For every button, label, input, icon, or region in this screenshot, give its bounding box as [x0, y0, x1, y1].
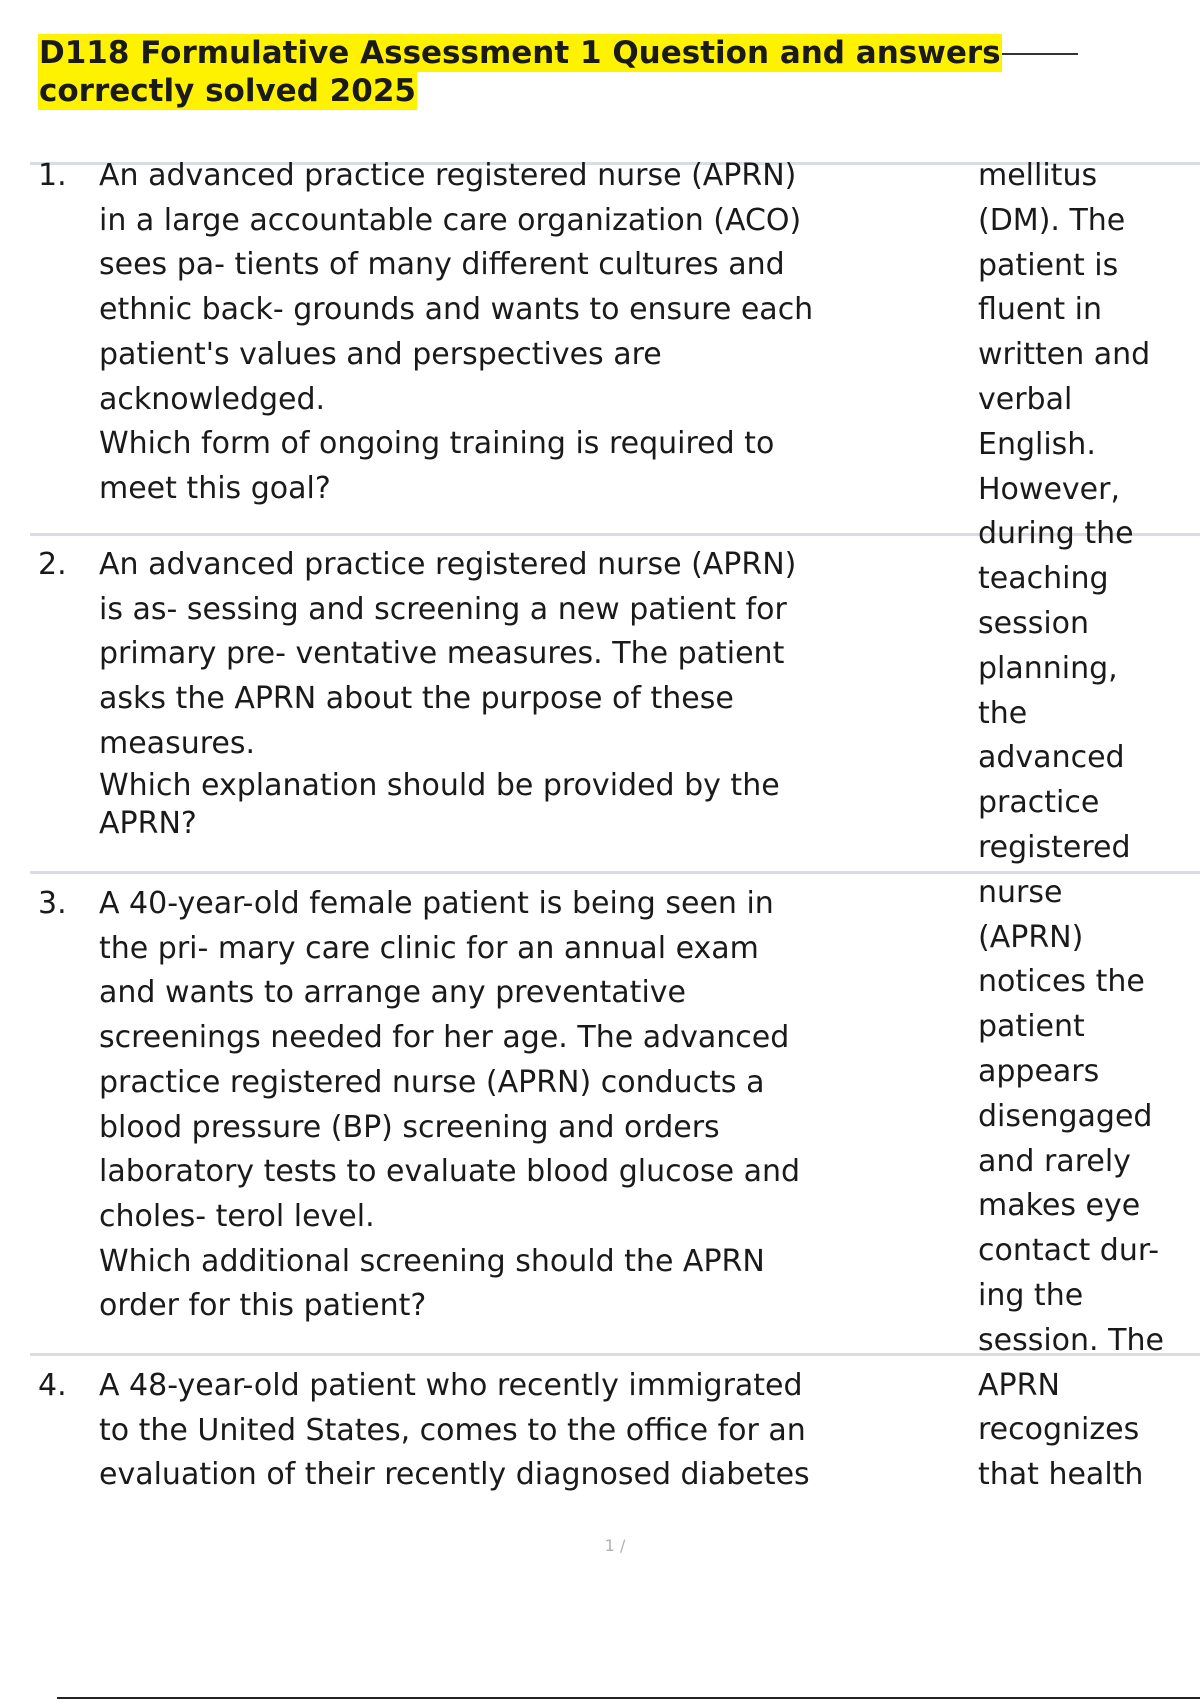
continuation-line: and rarely — [978, 1143, 1131, 1179]
continuation-line: teaching — [978, 561, 1109, 597]
continuation-line: session. The — [978, 1322, 1164, 1358]
question-number: 4. — [38, 1368, 67, 1403]
page-number: 1 / — [604, 1536, 626, 1555]
question-line: APRN? — [99, 805, 197, 841]
title-text-2: correctly solved 2025 — [39, 73, 416, 109]
title-rule — [1002, 53, 1078, 55]
continuation-line: (DM). The — [978, 202, 1126, 238]
question-line: acknowledged. — [99, 381, 326, 417]
question-line: meet this goal? — [99, 470, 331, 506]
question-line: patient's values and perspectives are — [99, 336, 662, 372]
question-line: screenings needed for her age. The advanced — [99, 1020, 790, 1056]
question-text — [99, 1364, 918, 1498]
continuation-line: nurse — [978, 874, 1063, 910]
question-number: 1. — [38, 158, 67, 193]
continuation-line: advanced — [978, 740, 1125, 776]
continuation-line: notices the — [978, 964, 1145, 1000]
continuation-line: that health — [978, 1457, 1144, 1493]
question-line: sees pa- tients of many different cultures and — [99, 247, 785, 283]
document-title — [38, 34, 1138, 110]
continuation-line: contact dur- — [978, 1233, 1160, 1269]
continuation-line: APRN — [978, 1367, 1060, 1403]
question-line: Which form of ongoing training is required to — [99, 426, 775, 462]
title-line-2 — [38, 72, 1138, 110]
continuation-line: mellitus — [978, 158, 1098, 193]
title-line-1 — [38, 34, 1138, 72]
title-text-1: D118 Formulative Assessment 1 Question and answers — [39, 35, 1001, 71]
question-line: evaluation of their recently diagnosed diabetes — [99, 1457, 810, 1493]
continuation-line: during the — [978, 516, 1134, 552]
question-text — [99, 154, 918, 512]
question-line: practice registered nurse (APRN) conducts a — [99, 1064, 765, 1100]
question-line: choles- terol level. — [99, 1198, 375, 1234]
continuation-column — [978, 154, 1200, 1499]
question-item — [38, 1364, 918, 1498]
question-item — [38, 543, 918, 843]
question-item — [38, 882, 918, 1329]
continuation-line: planning, — [978, 650, 1118, 686]
question-line: primary pre- ventative measures. The patient — [99, 636, 785, 672]
question-line: blood pressure (BP) screening and orders — [99, 1109, 720, 1145]
continuation-line: English. — [978, 426, 1096, 462]
question-line: Which explanation should be provided by the — [99, 767, 780, 803]
question-line: An advanced practice registered nurse (APRN) — [99, 158, 797, 193]
continuation-line: appears — [978, 1053, 1100, 1089]
continuation-line: disengaged — [978, 1098, 1153, 1134]
question-line: and wants to arrange any preventative — [99, 975, 686, 1011]
question-line: asks the APRN about the purpose of these — [99, 681, 734, 717]
continuation-line: ing the — [978, 1277, 1084, 1313]
footer-rule — [57, 1697, 1200, 1699]
continuation-line: registered — [978, 829, 1131, 865]
question-item — [38, 154, 918, 512]
continuation-line: fluent in — [978, 292, 1103, 328]
question-text — [99, 543, 918, 843]
continuation-line: patient is — [978, 247, 1119, 283]
question-line: ethnic back- grounds and wants to ensure each — [99, 292, 814, 328]
continuation-line: makes eye — [978, 1188, 1141, 1224]
question-line: is as- sessing and screening a new patient for — [99, 591, 787, 627]
continuation-line: (APRN) — [978, 919, 1084, 955]
continuation-line: verbal — [978, 381, 1073, 417]
question-line: measures. — [99, 725, 256, 761]
question-line: Which additional screening should the APRN — [99, 1243, 765, 1279]
question-text — [99, 882, 918, 1329]
question-line: the pri- mary care clinic for an annual exam — [99, 930, 759, 966]
question-line: A 48-year-old patient who recently immigrated — [99, 1368, 803, 1403]
continuation-line: However, — [978, 471, 1120, 507]
continuation-line: the — [978, 695, 1028, 731]
question-number: 2. — [38, 547, 67, 582]
question-line: order for this patient? — [99, 1288, 427, 1324]
question-number: 3. — [38, 886, 67, 921]
continuation-line: recognizes — [978, 1412, 1140, 1448]
continuation-line: practice — [978, 785, 1100, 821]
question-line: A 40-year-old female patient is being seen in — [99, 886, 774, 921]
question-line: in a large accountable care organization (ACO) — [99, 202, 802, 238]
question-line: to the United States, comes to the office for an — [99, 1412, 806, 1448]
continuation-line: written and — [978, 337, 1151, 373]
question-line: laboratory tests to evaluate blood glucose and — [99, 1154, 801, 1190]
question-line: An advanced practice registered nurse (APRN) — [99, 547, 797, 582]
continuation-line: session — [978, 605, 1090, 641]
continuation-line: patient — [978, 1009, 1085, 1045]
